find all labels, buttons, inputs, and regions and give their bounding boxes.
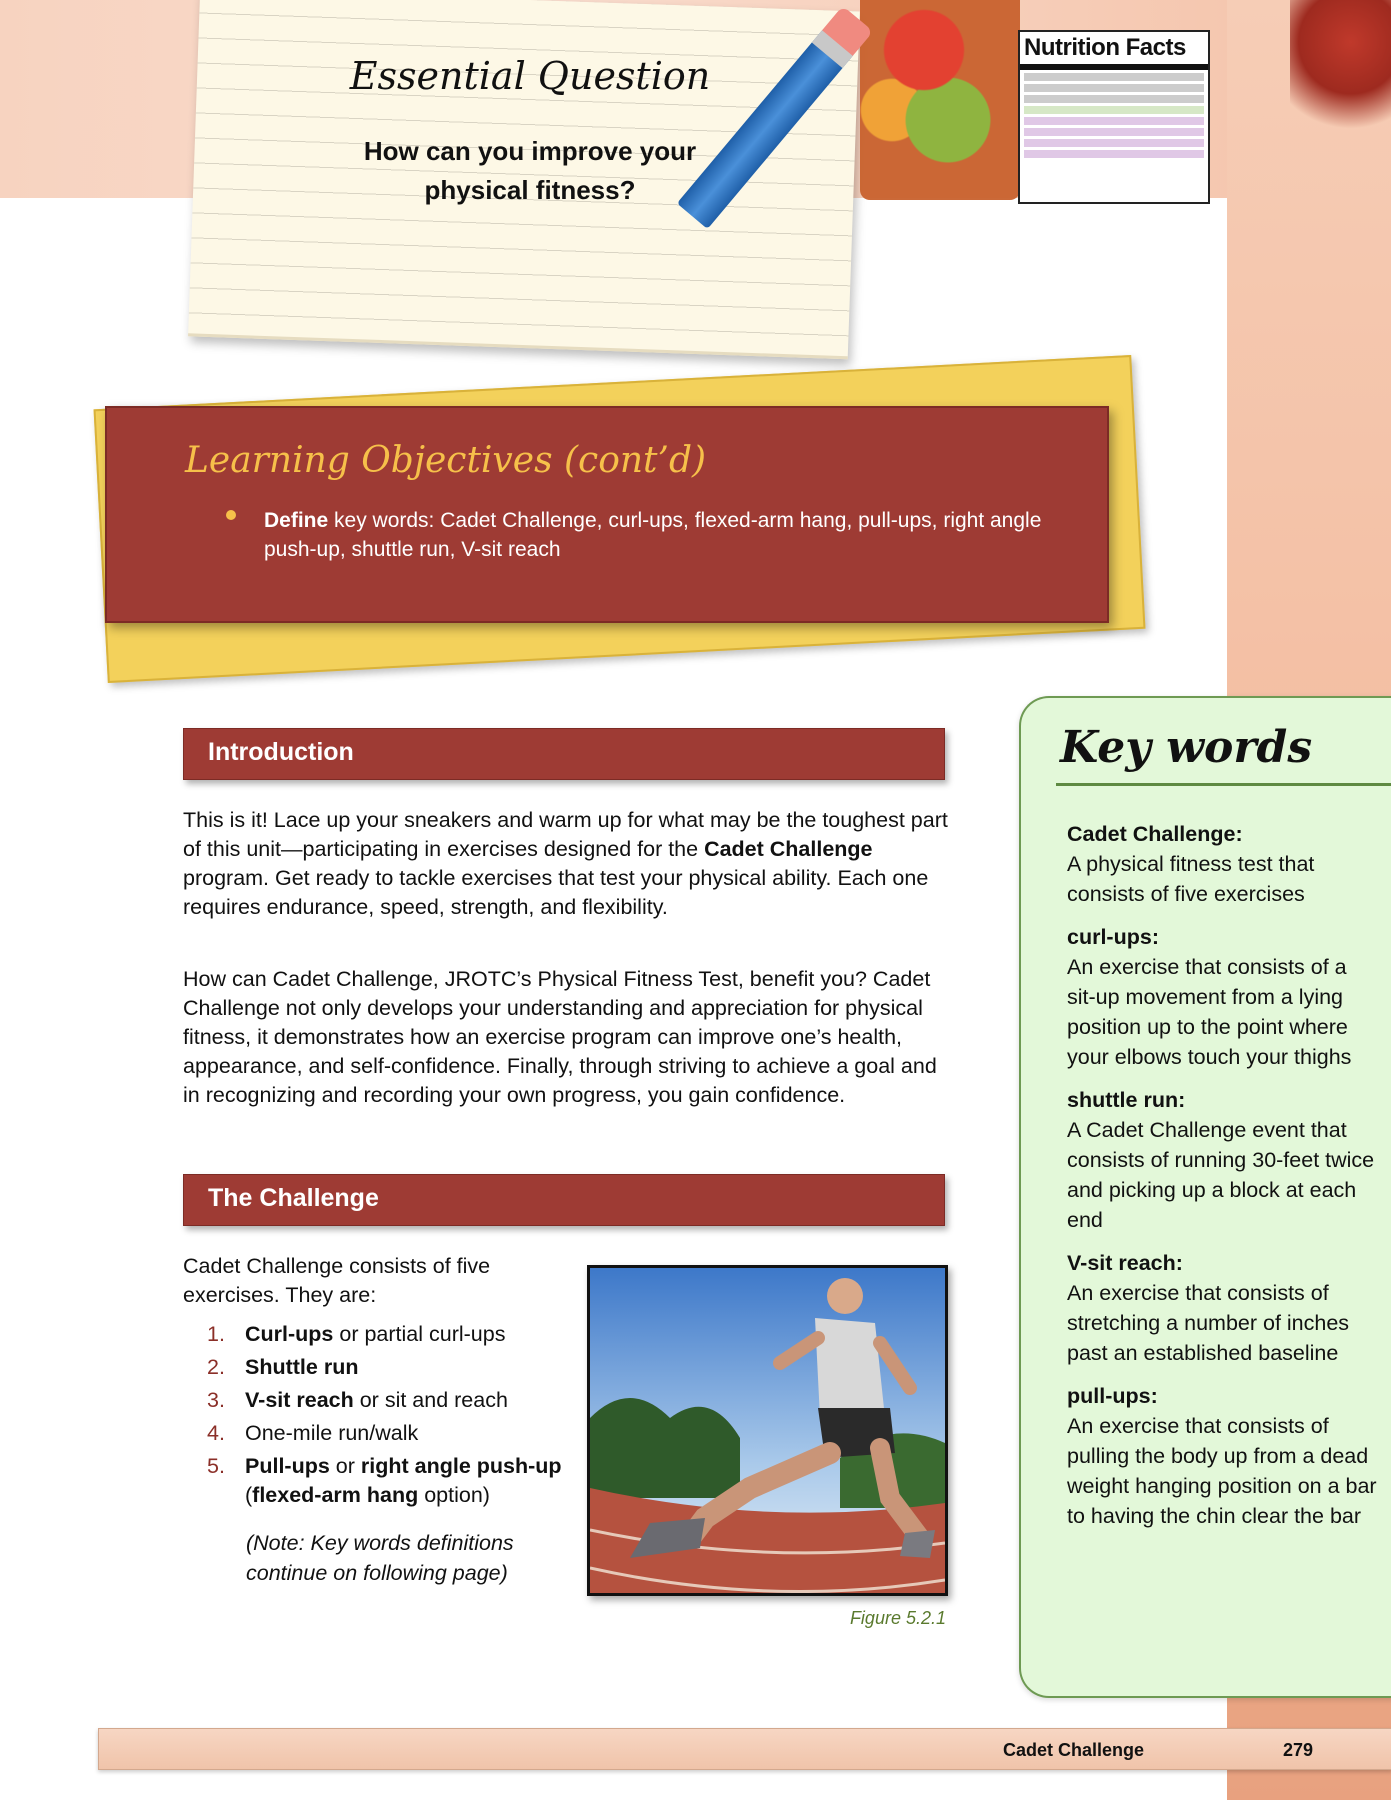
key-word-definition: A physical fitness test that consists of five exercises [1067, 852, 1315, 906]
objective-item [264, 506, 1064, 564]
key-words-title: Key words [1060, 722, 1313, 773]
fruit-photo [860, 0, 1020, 200]
nutrition-facts-title: Nutrition Facts [1020, 32, 1208, 70]
list-item [183, 1386, 563, 1415]
challenge-intro: Cadet Challenge consists of five exercises. They are: [183, 1254, 491, 1307]
exercise-name: Pull-ups [245, 1454, 330, 1478]
decorative-runner-graphic [1290, 0, 1391, 140]
list-item [183, 1320, 563, 1349]
nutrition-line [1024, 84, 1204, 92]
key-word-entry [1067, 1248, 1377, 1368]
exercise-detail: or sit and reach [353, 1388, 508, 1412]
exercise-name: Shuttle run [245, 1355, 359, 1379]
key-word-entry [1067, 922, 1377, 1072]
footer-title: Cadet Challenge [1003, 1740, 1145, 1760]
exercise-detail: or partial curl-ups [333, 1322, 506, 1346]
introduction-header [183, 728, 945, 780]
nutrition-line [1024, 106, 1204, 114]
key-word-entry [1067, 1085, 1377, 1235]
exercise-name: flexed-arm hang [252, 1483, 419, 1507]
essential-question-text: How can you improve your physical fitness? [363, 136, 697, 205]
list-item [183, 1452, 563, 1510]
introduction-heading: Introduction [208, 738, 354, 766]
key-word-term: pull-ups: [1067, 1384, 1158, 1408]
introduction-paragraph-1 [183, 806, 953, 922]
key-words-list [1067, 819, 1377, 1544]
list-number: 1. [207, 1322, 225, 1346]
introduction-paragraph-2: How can Cadet Challenge, JROTC’s Physical Fitness Test, benefit you? Cadet Challenge not only develops your understanding and appreciation for physical fitness, it demonstrates how an exercise program can improve one’s health, appearance, and self-confidence. Finally, through striving to achieve a goal and in recognizing and recording your own progress, you gain confidence. [183, 967, 937, 1107]
nutrition-line [1024, 73, 1204, 81]
challenge-header [183, 1174, 945, 1226]
objectives-title: Learning Objectives (cont’d) [185, 440, 707, 481]
key-word-entry [1067, 819, 1377, 909]
page-number: 279 [1283, 1740, 1314, 1760]
exercise-detail: ( [245, 1483, 253, 1507]
exercise-detail: option) [418, 1483, 490, 1507]
list-item [183, 1353, 563, 1382]
runner-photo-graphic [590, 1268, 945, 1593]
figure-caption: Figure 5.2.1 [849, 1608, 946, 1628]
key-word-term: Cadet Challenge: [1067, 822, 1243, 846]
key-word-definition: An exercise that consists of stretching a number of inches past an established baseline [1067, 1281, 1350, 1365]
nutrition-line [1024, 139, 1204, 147]
exercise-detail: One-mile run/walk [245, 1421, 419, 1445]
exercise-name: V-sit reach [245, 1388, 354, 1412]
footer-bar [98, 1728, 1391, 1770]
key-words-rule [1056, 783, 1391, 786]
exercise-detail: or [329, 1454, 361, 1478]
nutrition-line [1024, 128, 1204, 136]
list-number: 4. [207, 1421, 225, 1445]
intro-text: program. Get ready to tackle exercises that test your physical ability. Each one requires endurance, speed, strength, and flexibility. [183, 866, 929, 919]
nutrition-line [1024, 150, 1204, 158]
exercise-list [183, 1320, 563, 1514]
list-number: 3. [207, 1388, 225, 1412]
nutrition-line [1024, 117, 1204, 125]
key-word-term: shuttle run: [1067, 1088, 1186, 1112]
list-number: 2. [207, 1355, 225, 1379]
list-number: 5. [207, 1454, 225, 1478]
key-word-definition: An exercise that consists of a sit-up movement from a lying position up to the point where your elbows touch your thighs [1067, 955, 1352, 1069]
challenge-heading: The Challenge [208, 1184, 379, 1212]
key-word-entry [1067, 1381, 1377, 1531]
key-word-definition: A Cadet Challenge event that consists of running 30-feet twice and picking up a block at each end [1067, 1118, 1375, 1232]
exercise-name: Curl-ups [245, 1322, 334, 1346]
bullet-icon [226, 510, 236, 520]
key-words-note: (Note: Key words definitions continue on following page) [246, 1531, 514, 1585]
intro-text: This is it! Lace up your sneakers and warm up for what may be the toughest part of this unit—participating in exercises designed for the [183, 808, 948, 861]
nutrition-line [1024, 95, 1204, 103]
essential-question-heading: Essential Question [349, 54, 711, 98]
exercise-name: right angle push-up [360, 1454, 562, 1478]
key-word-definition: An exercise that consists of pulling the body up from a dead weight hanging position on a bar to having the chin clear the bar [1067, 1414, 1377, 1528]
objective-text: key words: Cadet Challenge, curl-ups, flexed-arm hang, pull-ups, right angle push-up, shuttle run, V-sit reach [264, 509, 1042, 561]
key-word-term: curl-ups: [1067, 925, 1159, 949]
nutrition-facts-label [1018, 30, 1210, 204]
list-item [183, 1419, 563, 1448]
intro-bold-term: Cadet Challenge [704, 837, 873, 861]
key-word-term: V-sit reach: [1067, 1251, 1183, 1275]
objective-lead: Define [264, 509, 329, 532]
runner-photo [587, 1265, 948, 1596]
